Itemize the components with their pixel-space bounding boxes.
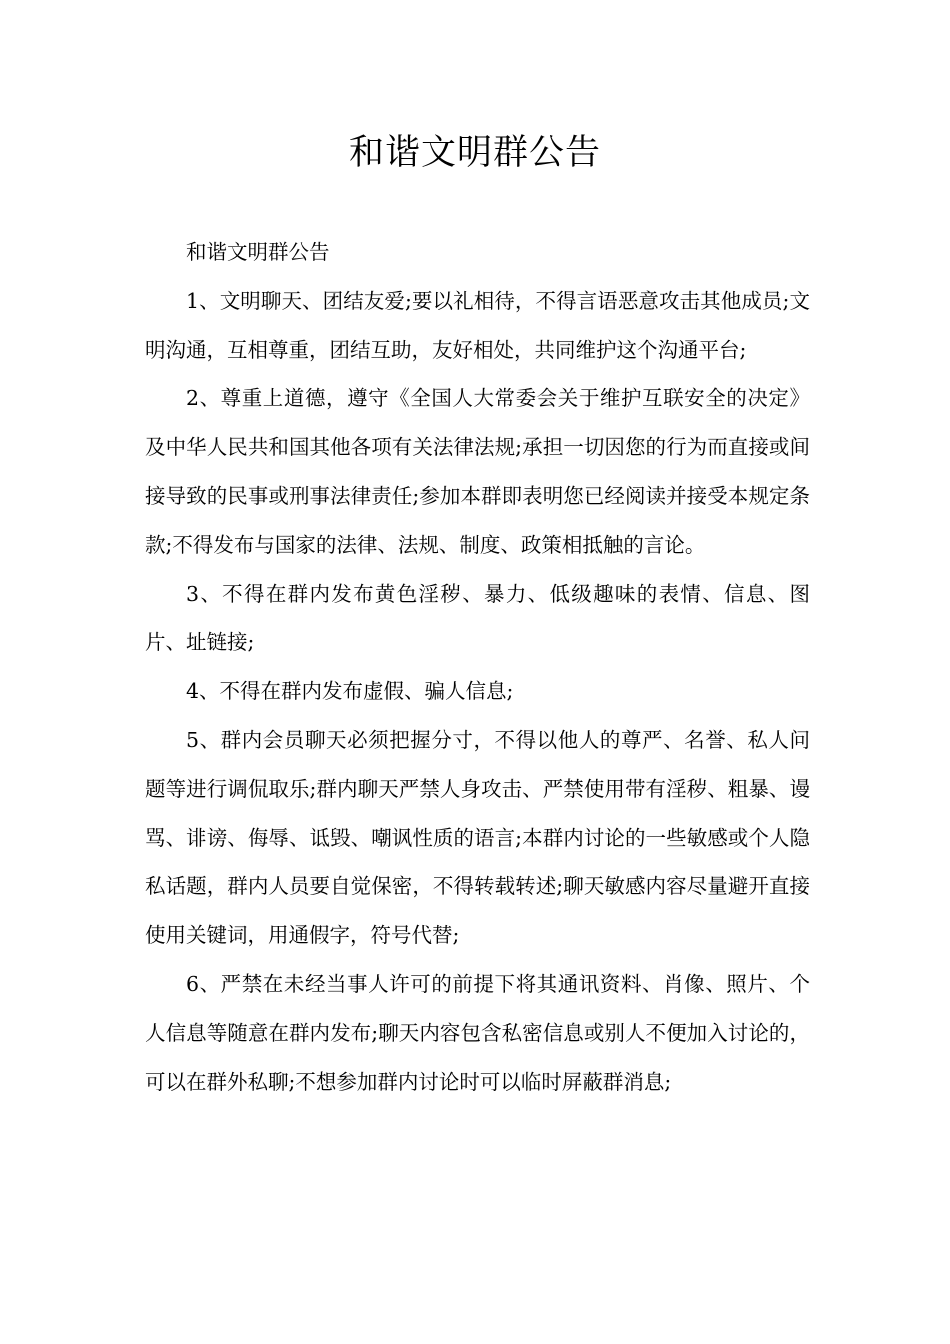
document-title: 和谐文明群公告 (348, 133, 601, 173)
document-body (145, 228, 810, 1106)
paragraph-rule-3: 3、不得在群内发布黄色淫秽、暴力、低级趣味的表情、信息、图片、址链接; (145, 581, 810, 655)
paragraph-rule-5: 5、群内会员聊天必须把握分寸，不得以他人的尊严、名誉、私人问题等进行调侃取乐;群内聊天严禁人身攻击、严禁使用带有淫秽、粗暴、谩骂、诽谤、侮辱、诋毁、嘲讽性质的语言;本群内讨论的一些敏感或个人隐私话题，群内人员要自觉保密，不得转载转述;聊天敏感内容尽量避开直接使用关键词，用通假字，符号代替; (145, 727, 810, 948)
paragraph-heading: 和谐文明群公告 (186, 240, 330, 264)
paragraph-rule-1: 1、文明聊天、团结友爱;要以礼相待，不得言语恶意攻击其他成员;文明沟通，互相尊重，团结互助，友好相处，共同维护这个沟通平台; (145, 288, 810, 362)
paragraph-rule-4: 4、不得在群内发布虚假、骗人信息; (186, 679, 514, 704)
paragraph-rule-2: 2、尊重上道德，遵守《全国人大常委会关于维护互联安全的决定》及中华人民共和国其他各项有关法律法规;承担一切因您的行为而直接或间接导致的民事或刑事法律责任;参加本群即表明您已经阅读并接受本规定条款;不得发布与国家的法律、法规、制度、政策相抵触的言论。 (145, 386, 810, 557)
paragraph-rule-6: 6、严禁在未经当事人许可的前提下将其通讯资料、肖像、照片、个人信息等随意在群内发布;聊天内容包含私密信息或别人不便加入讨论的，可以在群外私聊;不想参加群内讨论时可以临时屏蔽群消息; (145, 971, 810, 1094)
